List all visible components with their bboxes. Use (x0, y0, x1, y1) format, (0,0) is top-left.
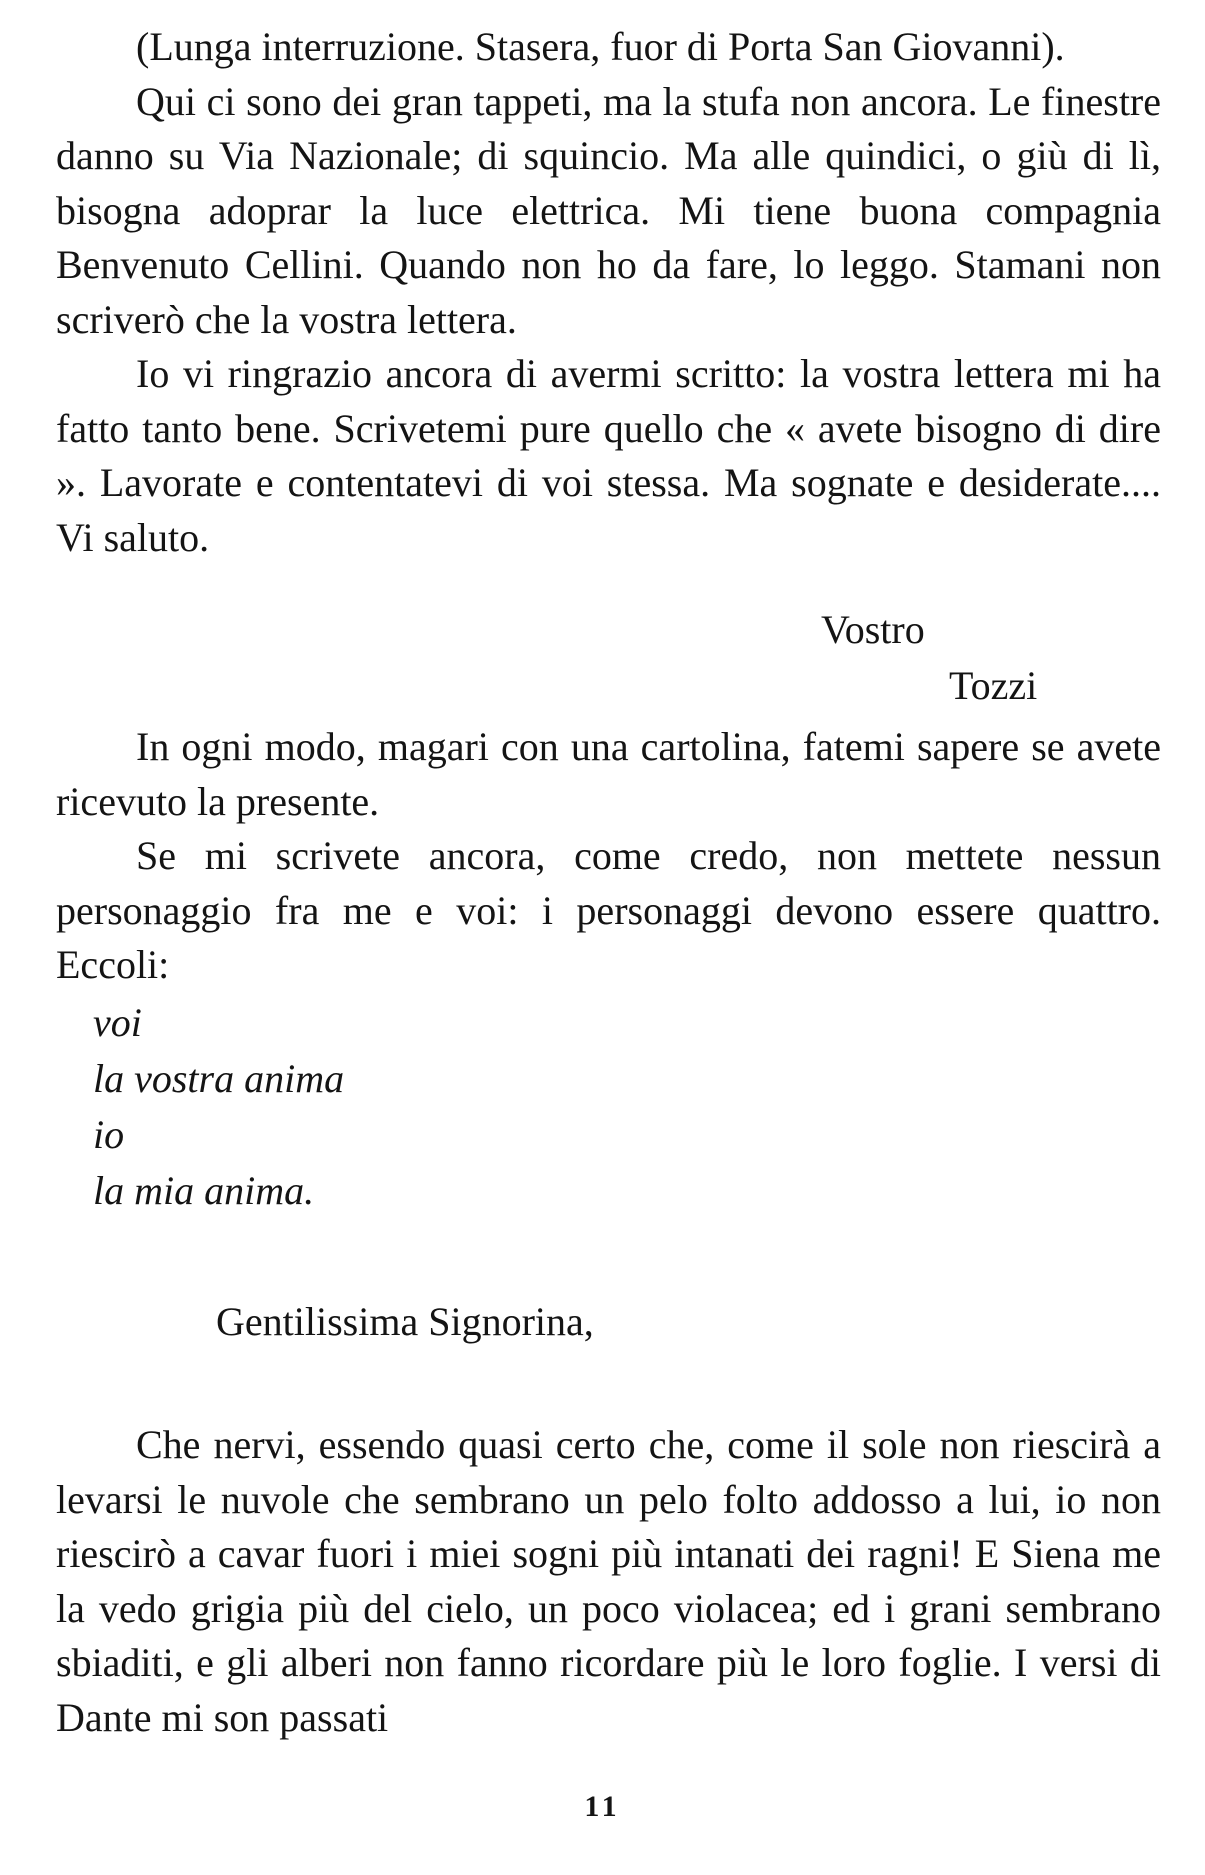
character-item: la vostra anima (93, 1056, 345, 1101)
letter-body-first (56, 20, 1161, 565)
paragraph-room-description: Qui ci sono dei gran tappeti, ma la stufa non ancora. Le finestre danno su Via Nazionale; di squincio. Ma alle quindici, o giù di lì, bisogna adoprar la luce elettrica. Mi tiene buona compagnia Benvenuto Cellini. Quando non ho da fare, lo leggo. Stamani non scriverò che la vostra lettera. (56, 78, 1161, 342)
page-number: 11 (584, 1790, 621, 1823)
paragraph-siena: Che nervi, essendo quasi certo che, come il sole non riescirà a levarsi le nuvole che sembrano un pelo folto addosso a lui, io non riescirò a cavar fuori i miei sogni più intanati dei ragni! E Siena me la vedo grigia più del cielo, un poco violacea; ed i grani sembrano sbiaditi, e gli alberi non fanno ricordare più le loro foglie. I versi di Dante mi son passati (56, 1422, 1161, 1740)
paragraph-thanks: Io vi ringrazio ancora di avermi scritto: la vostra lettera mi ha fatto tanto bene. Scrivetemi pure quello che « avete bisogno di dire ». Lavorate e contentatevi di voi stessa. Ma sognate e desiderate.... Vi saluto. (56, 351, 1161, 560)
paragraph-interruption: (Lunga interruzione. Stasera, fuor di Porta San Giovanni). (136, 24, 1065, 69)
character-item: la mia anima. (93, 1168, 315, 1213)
letter-body-second (56, 1418, 1161, 1745)
signature-name: Tozzi (949, 663, 1038, 708)
postscript (56, 720, 1161, 993)
book-page (56, 20, 1161, 1740)
character-item: voi (93, 1000, 142, 1045)
character-item: io (93, 1112, 125, 1157)
paragraph-characters-intro: Se mi scrivete ancora, come credo, non mettete nessun personaggio fra me e voi: i personaggi devono essere quattro. Eccoli: (56, 833, 1161, 987)
characters-list (93, 995, 344, 1219)
signature-closing: Vostro (821, 607, 925, 652)
letter-salutation: Gentilissima Signorina, (216, 1299, 594, 1344)
paragraph-postcard: In ogni modo, magari con una cartolina, fatemi sapere se avete ricevuto la presente. (56, 724, 1161, 824)
